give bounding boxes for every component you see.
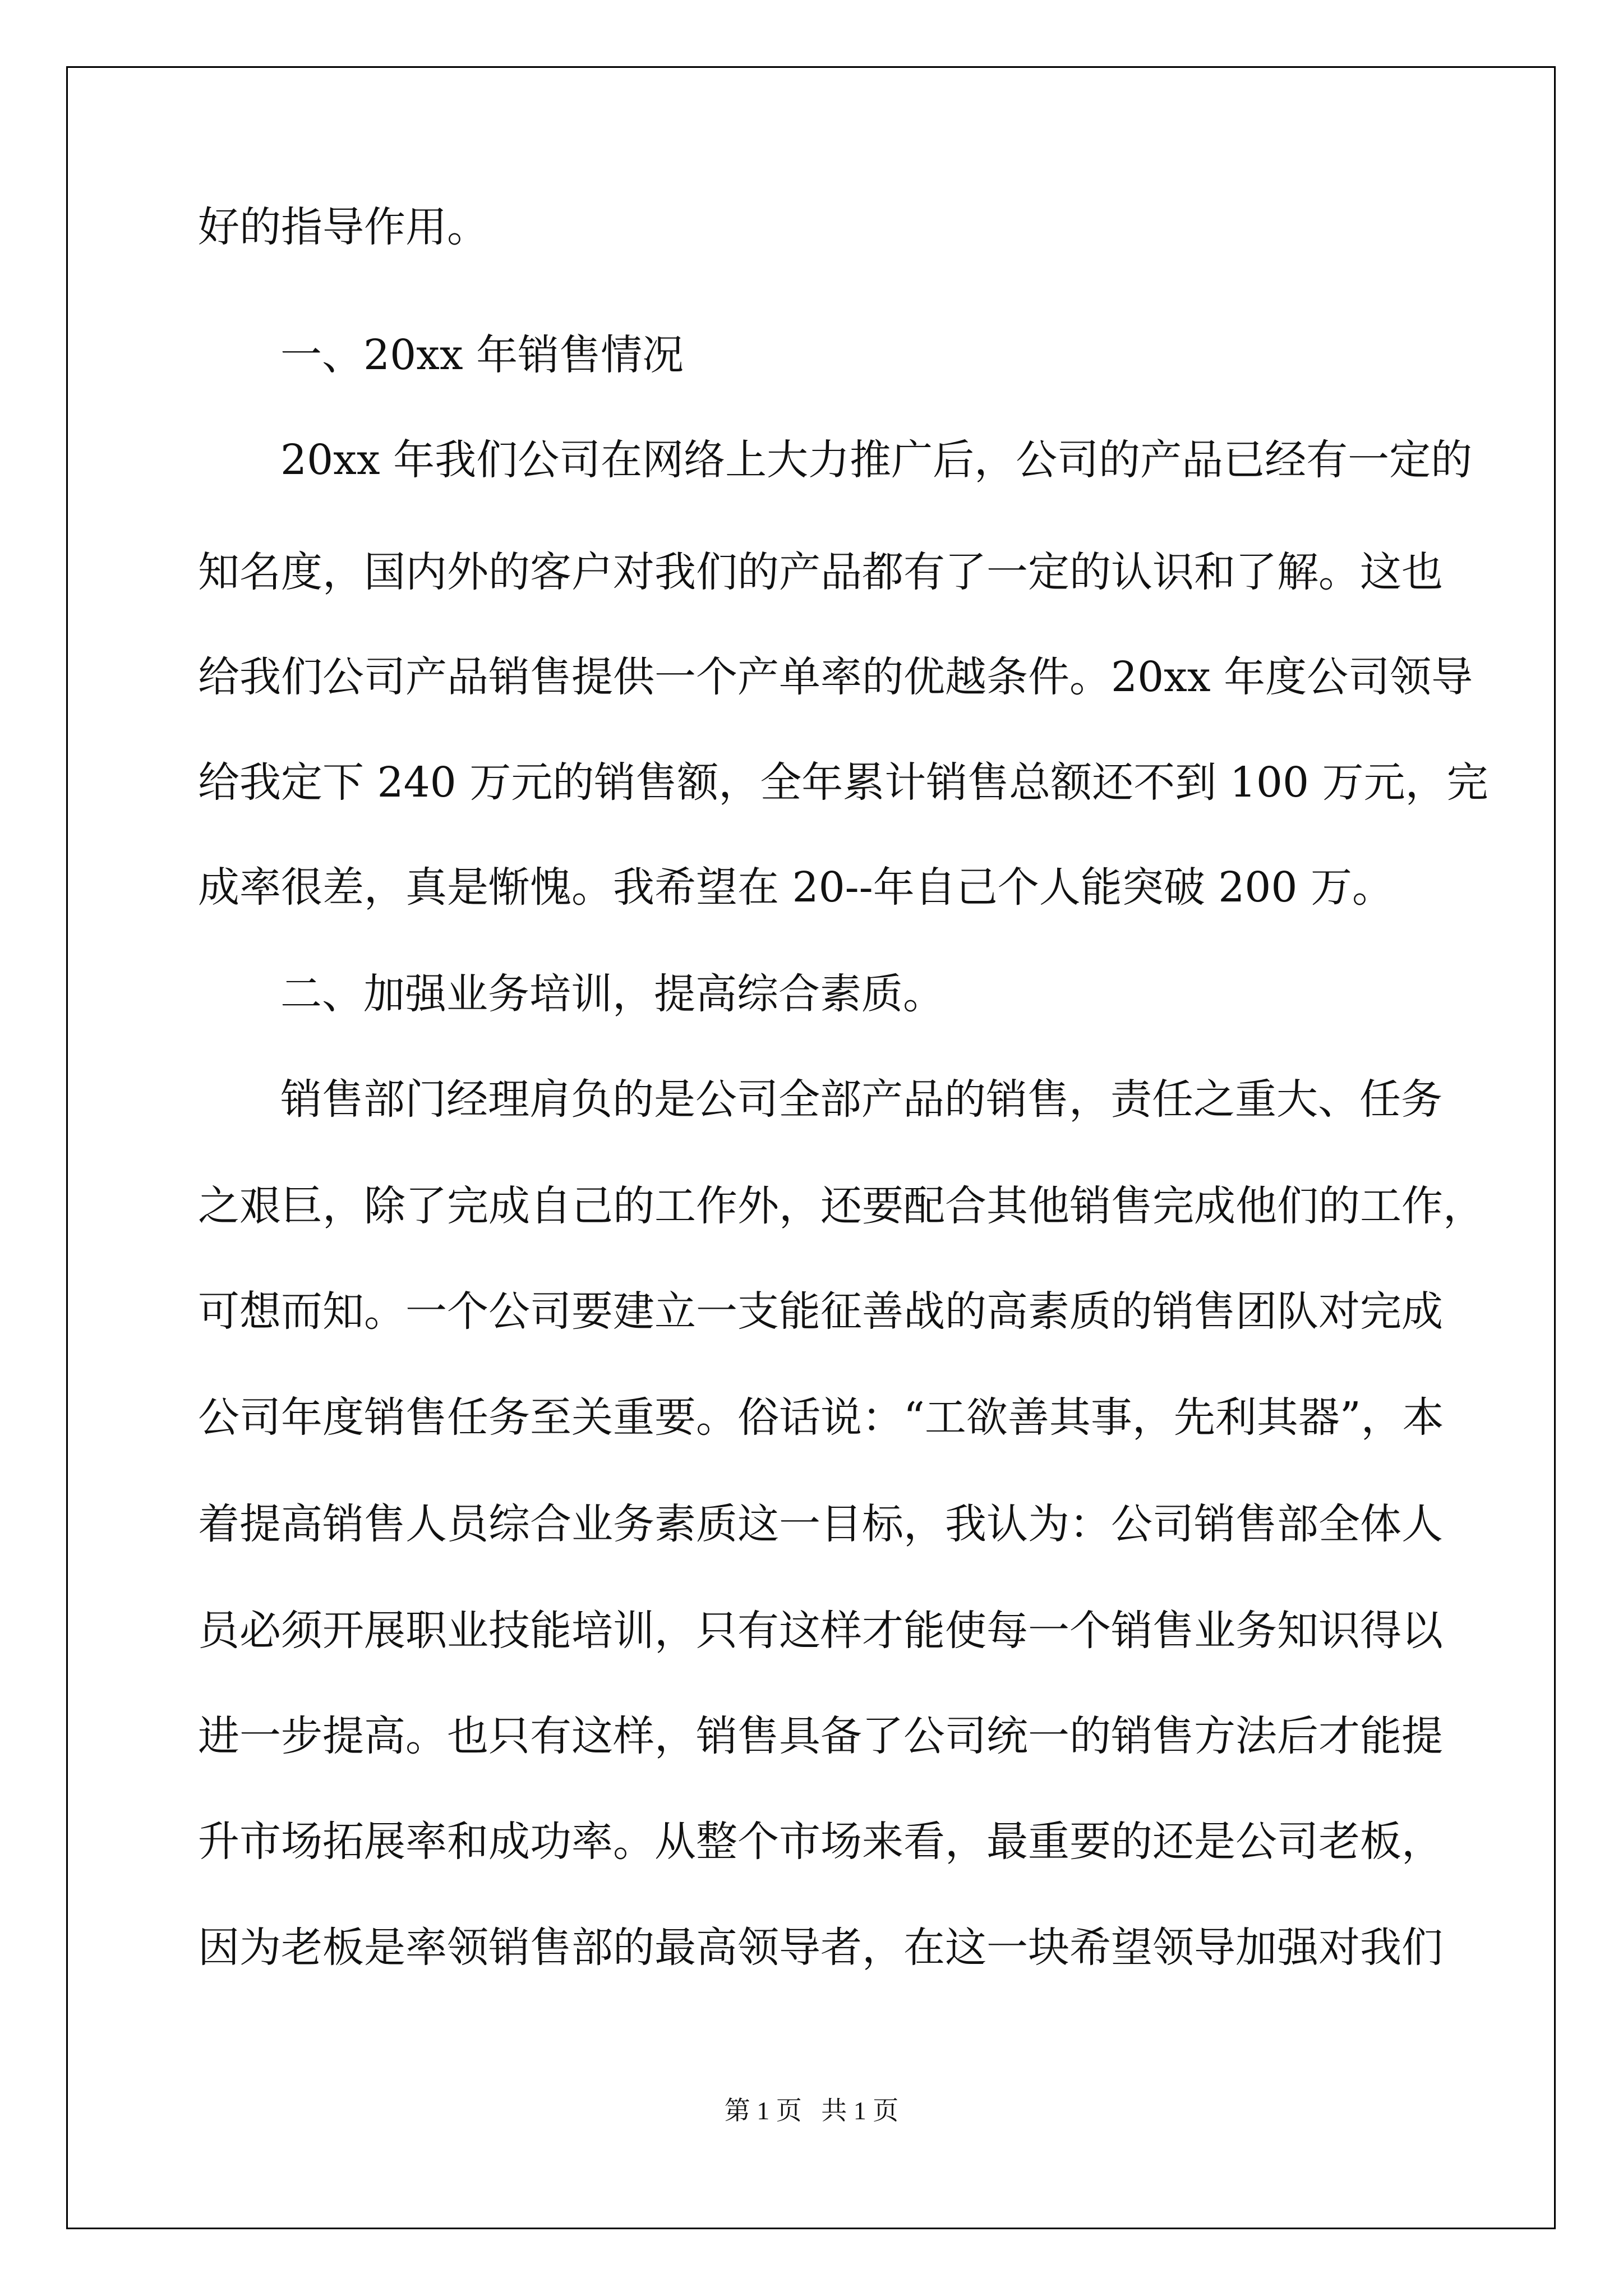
paragraph-line-15: 进一步提高。也只有这样，销售具备了公司统一的销售方法后才能提 [198, 1712, 1443, 1760]
paragraph-line-7: 成率很差，真是惭愧。我希望在 20--年自己个人能突破 200 万。 [198, 863, 1394, 912]
paragraph-line-10: 之艰巨，除了完成自己的工作外，还要配合其他销售完成他们的工作， [198, 1182, 1484, 1230]
paragraph-line-14: 员必须开展职业技能培训，只有这样才能使每一个销售业务知识得以 [198, 1607, 1443, 1655]
paragraph-line-16: 升市场拓展率和成功率。从整个市场来看，最重要的还是公司老板， [198, 1818, 1443, 1866]
paragraph-line-3: 20xx 年我们公司在网络上大力推广后，公司的产品已经有一定的 [280, 436, 1473, 484]
paragraph-line-13: 着提高销售人员综合业务素质这一目标，我认为：公司销售部全体人 [198, 1500, 1443, 1548]
paragraph-line-5: 给我们公司产品销售提供一个产单率的优越条件。20xx 年度公司领导 [198, 653, 1473, 701]
section-heading-2: 二、加强业务培训，提高综合素质。 [280, 970, 944, 1018]
paragraph-line-9: 销售部门经理肩负的是公司全部产品的销售，责任之重大、任务 [280, 1075, 1442, 1124]
section-heading-1: 一、20xx 年销售情况 [280, 331, 684, 379]
paragraph-line-1: 好的指导作用。 [198, 203, 488, 251]
paragraph-line-6: 给我定下 240 万元的销售额，全年累计销售总额还不到 100 万元，完 [198, 758, 1488, 807]
paragraph-line-11: 可想而知。一个公司要建立一支能征善战的高素质的销售团队对完成 [198, 1287, 1443, 1336]
paragraph-line-4: 知名度，国内外的客户对我们的产品都有了一定的认识和了解。这也 [198, 548, 1443, 596]
page-border [66, 66, 1556, 2229]
paragraph-line-12: 公司年度销售任务至关重要。俗话说：“工欲善其事，先利其器”，本 [198, 1393, 1444, 1442]
page-footer: 第 1 页 共 1 页 [724, 2096, 899, 2125]
paragraph-line-17: 因为老板是率领销售部的最高领导者，在这一块希望领导加强对我们 [198, 1924, 1443, 1972]
